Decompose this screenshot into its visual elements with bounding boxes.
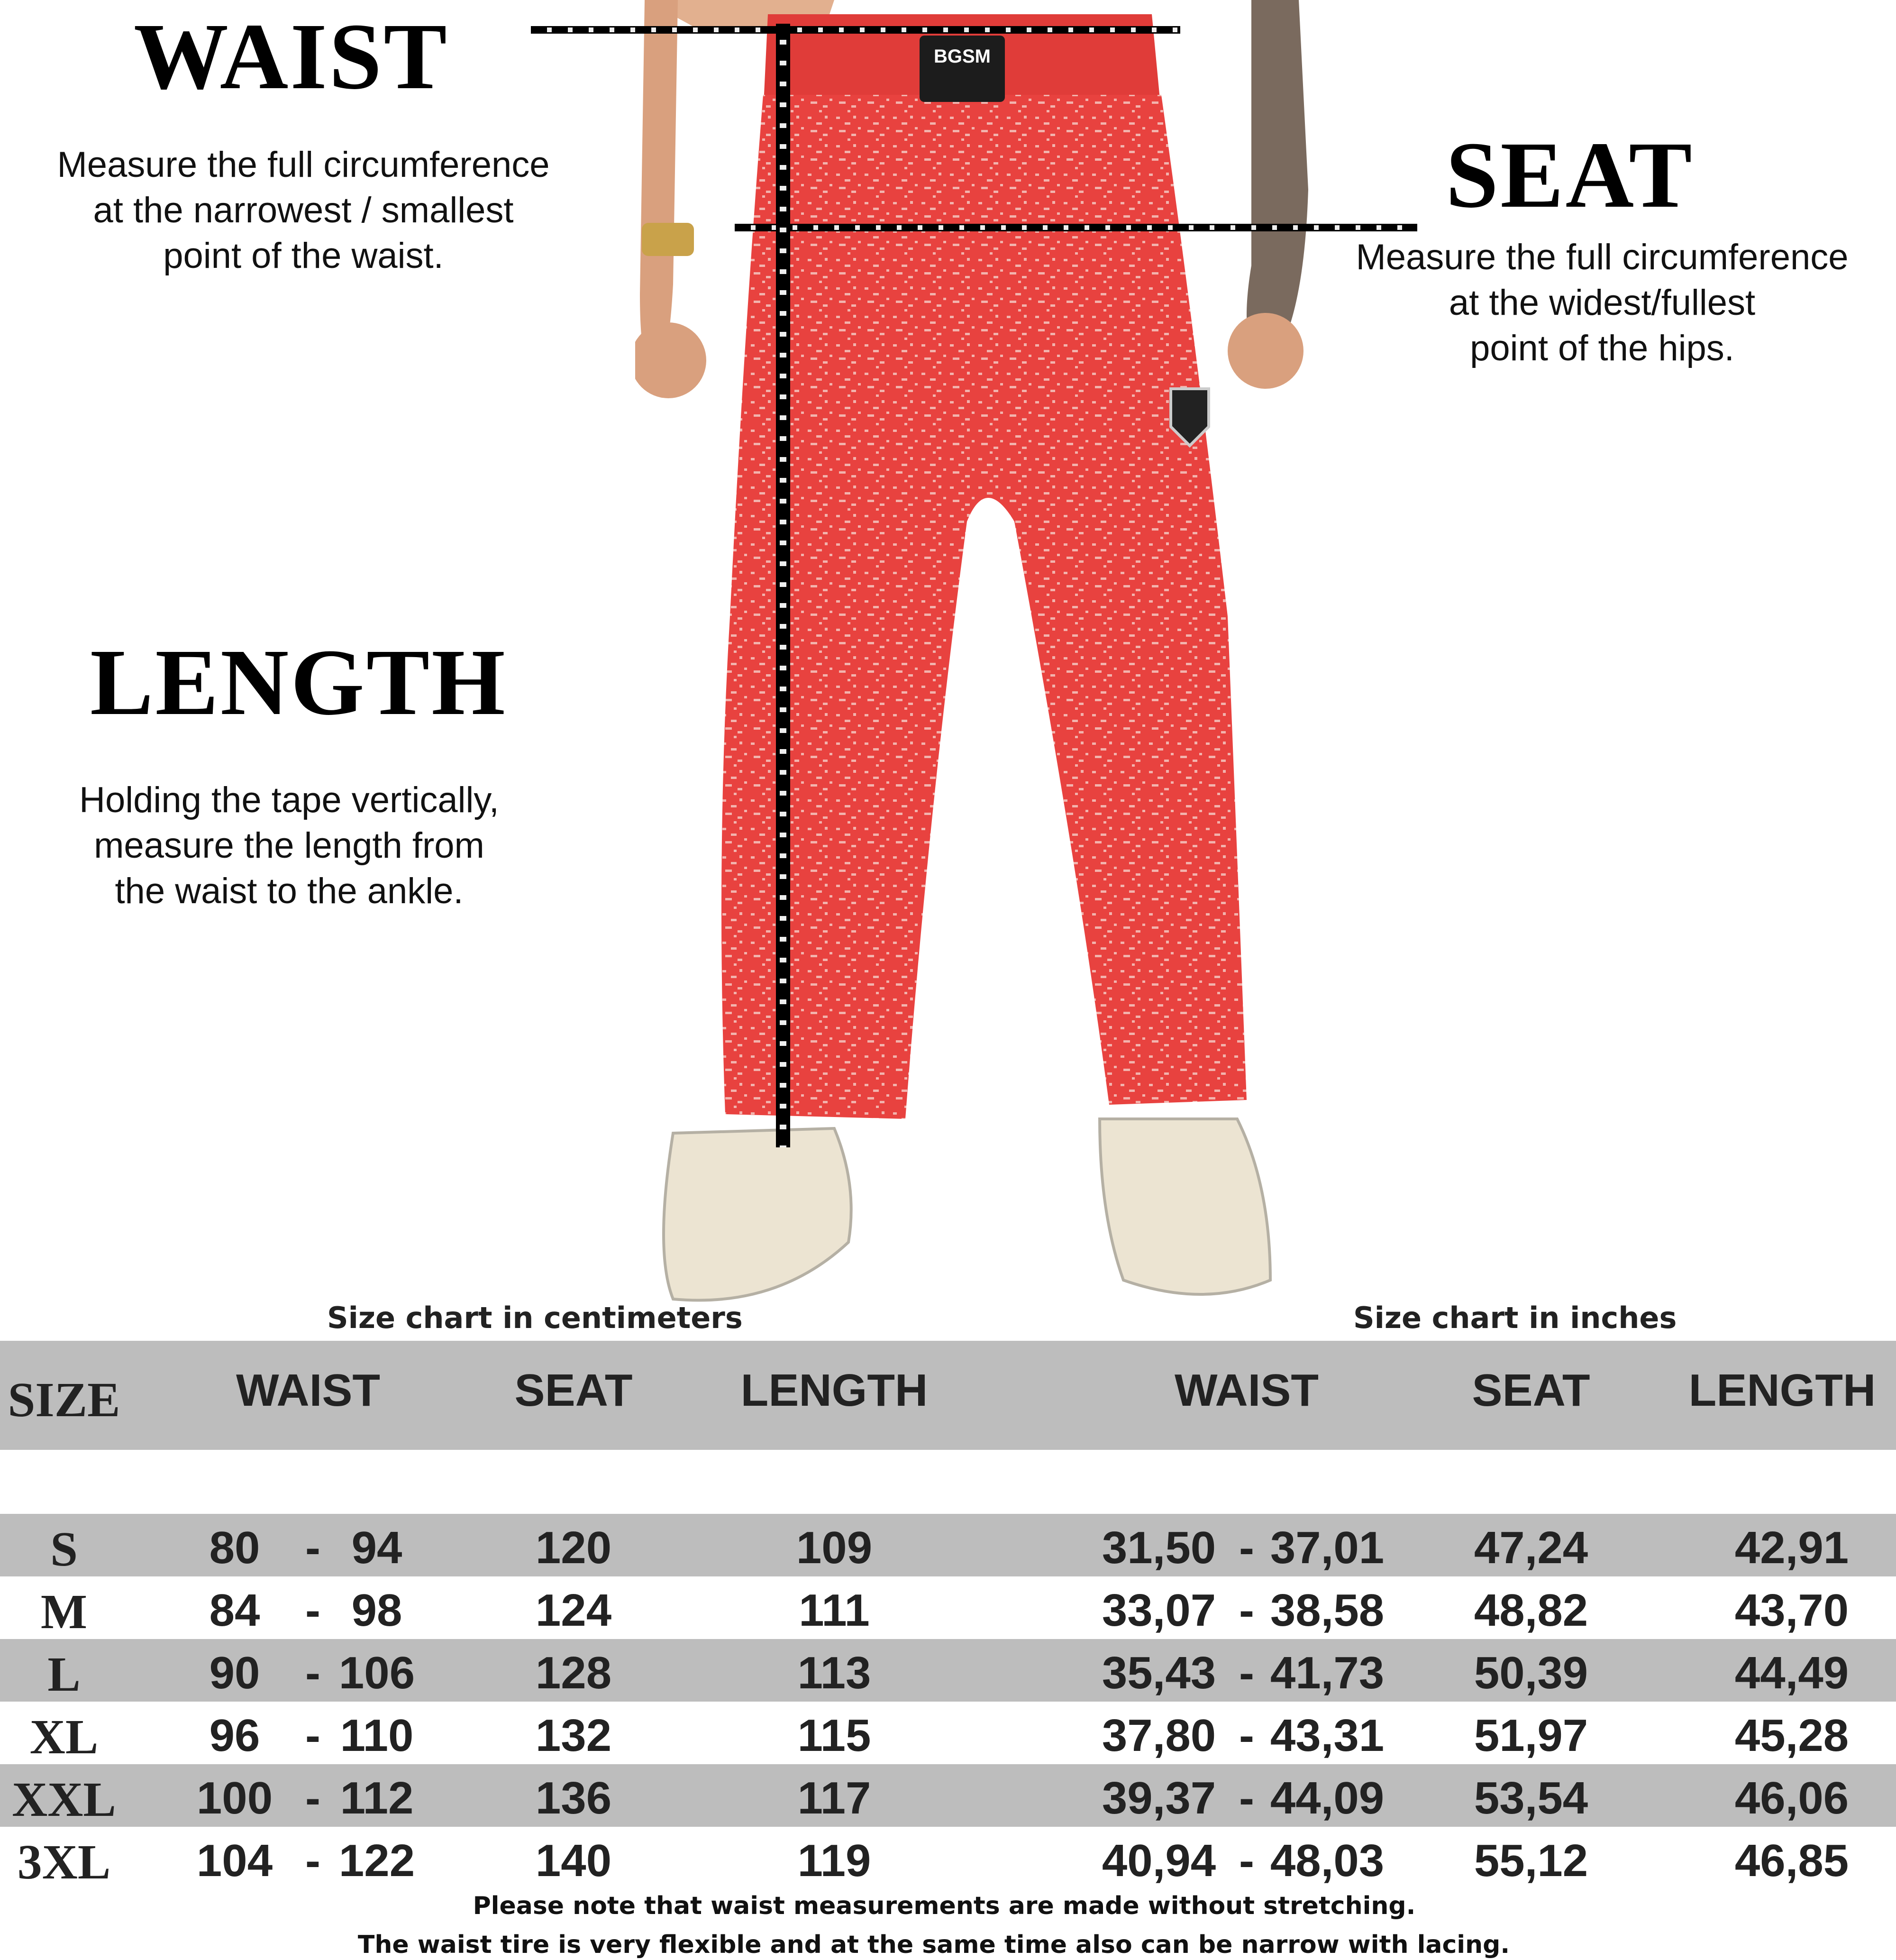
cell-length-cm: 117: [797, 1773, 871, 1823]
waist-description: [9, 142, 597, 279]
cell-waist-in-max: 44,09: [1270, 1773, 1385, 1823]
cell-waist-cm-min: 96: [209, 1710, 260, 1761]
pants-body: [721, 95, 1247, 1119]
cell-length-in: 42,91: [1734, 1522, 1849, 1573]
cell-size: 3XL: [17, 1835, 111, 1889]
cell-waist-cm-sep: -: [305, 1835, 320, 1886]
cell-waist-in-min: 33,07: [1102, 1585, 1216, 1636]
cell-waist-cm-sep: -: [305, 1710, 320, 1761]
cell-waist-cm-min: 90: [209, 1648, 260, 1698]
length-title: LENGTH: [90, 630, 507, 735]
seat-desc-line: Measure the full circumference: [1356, 237, 1849, 277]
cell-waist-cm-max: 106: [338, 1648, 415, 1698]
watch: [642, 223, 694, 256]
seat-title: SEAT: [1446, 123, 1694, 228]
cell-waist-in-max: 38,58: [1270, 1585, 1385, 1636]
cell-waist-cm-min: 100: [196, 1773, 273, 1823]
cell-waist-in-sep: -: [1239, 1585, 1254, 1636]
waist-guide-line: [531, 26, 1180, 34]
cell-waist-cm-min: 80: [209, 1522, 260, 1573]
cell-seat-in: 55,12: [1474, 1835, 1588, 1886]
caption-centimeters: Size chart in centimeters: [327, 1301, 743, 1335]
cell-waist-in-min: 40,94: [1102, 1835, 1216, 1886]
left-arm: [640, 0, 678, 379]
footnote-stretching: Please note that waist measurements are made without stretching.: [473, 1892, 1416, 1920]
cell-length-cm: 115: [797, 1710, 871, 1761]
cell-length-cm: 119: [797, 1835, 871, 1886]
cell-size: M: [40, 1584, 88, 1639]
cell-size: S: [50, 1522, 78, 1576]
cell-waist-in-max: 37,01: [1270, 1522, 1385, 1573]
brand-patch: [920, 36, 1005, 102]
cell-seat-in: 50,39: [1474, 1648, 1588, 1698]
seat-desc-line: at the widest/fullest: [1449, 283, 1756, 323]
cell-length-in: 44,49: [1734, 1648, 1849, 1698]
header-length-in: LENGTH: [1688, 1365, 1876, 1416]
cell-seat-cm: 120: [535, 1522, 612, 1573]
cell-size: XL: [29, 1710, 99, 1764]
header-seat-cm: SEAT: [514, 1365, 633, 1416]
brand-patch-label: BGSM: [934, 46, 991, 67]
cell-waist-in-max: 41,73: [1270, 1648, 1385, 1698]
waist-desc-line: at the narrowest / smallest: [93, 190, 514, 230]
cell-seat-cm: 140: [535, 1835, 612, 1886]
left-hand: [635, 322, 706, 398]
cell-length-in: 46,06: [1734, 1773, 1849, 1823]
cell-waist-in-min: 37,80: [1102, 1710, 1216, 1761]
cell-waist-in-sep: -: [1239, 1835, 1254, 1886]
cell-waist-in-max: 48,03: [1270, 1835, 1385, 1886]
cell-seat-in: 53,54: [1474, 1773, 1588, 1823]
cell-length-in: 43,70: [1734, 1585, 1849, 1636]
cell-seat-cm: 128: [535, 1648, 612, 1698]
waist-desc-line: point of the waist.: [163, 236, 444, 276]
footnote-lacing: The waist tire is very flexible and at the same time also can be narrow with lacing.: [357, 1931, 1510, 1959]
cell-length-cm: 113: [797, 1648, 871, 1698]
cell-length-in: 45,28: [1734, 1710, 1849, 1761]
cell-waist-cm-sep: -: [305, 1522, 320, 1573]
seat-guide-line: [735, 224, 1417, 231]
cell-seat-in: 47,24: [1474, 1522, 1588, 1573]
cell-waist-cm-max: 94: [351, 1522, 402, 1573]
cell-waist-cm-max: 110: [340, 1710, 414, 1761]
cell-seat-in: 51,97: [1474, 1710, 1588, 1761]
cell-waist-cm-max: 98: [351, 1585, 402, 1636]
right-hand: [1228, 313, 1304, 389]
cell-waist-cm-sep: -: [305, 1648, 320, 1698]
cell-length-cm: 109: [796, 1522, 873, 1573]
cell-size: XXL: [12, 1772, 116, 1827]
cell-waist-in-max: 43,31: [1270, 1710, 1385, 1761]
header-length-cm: LENGTH: [740, 1365, 928, 1416]
header-waist-cm: WAIST: [236, 1365, 380, 1416]
left-sneaker: [664, 1128, 851, 1301]
cell-seat-in: 48,82: [1474, 1585, 1588, 1636]
cell-waist-in-min: 35,43: [1102, 1648, 1216, 1698]
length-description: [19, 778, 559, 914]
cell-seat-cm: 132: [535, 1710, 612, 1761]
cell-length-cm: 111: [799, 1585, 870, 1636]
cell-waist-cm-min: 104: [196, 1835, 273, 1886]
cell-waist-in-sep: -: [1239, 1522, 1254, 1573]
seat-description: [1313, 235, 1891, 371]
waist-desc-line: Measure the full circumference: [57, 145, 550, 185]
cell-seat-cm: 136: [535, 1773, 612, 1823]
length-desc-line: measure the length from: [94, 825, 484, 866]
cell-waist-cm-max: 112: [340, 1773, 414, 1823]
header-seat-in: SEAT: [1472, 1365, 1590, 1416]
header-size: SIZE: [8, 1373, 120, 1427]
cell-waist-in-min: 31,50: [1102, 1522, 1216, 1573]
header-waist-in: WAIST: [1175, 1365, 1319, 1416]
cell-waist-in-sep: -: [1239, 1710, 1254, 1761]
cell-waist-in-min: 39,37: [1102, 1773, 1216, 1823]
right-sneaker: [1100, 1119, 1270, 1294]
waist-title: WAIST: [134, 4, 449, 109]
caption-inches: Size chart in inches: [1353, 1301, 1677, 1335]
cell-waist-cm-max: 122: [338, 1835, 415, 1886]
cell-waist-in-sep: -: [1239, 1773, 1254, 1823]
cell-seat-cm: 124: [535, 1585, 612, 1636]
length-desc-line: the waist to the ankle.: [115, 871, 464, 911]
length-guide-line: [776, 24, 790, 1147]
pants-product-photo: [635, 0, 1356, 1309]
cell-waist-cm-sep: -: [305, 1773, 320, 1823]
cell-waist-cm-min: 84: [209, 1585, 260, 1636]
cell-waist-in-sep: -: [1239, 1648, 1254, 1698]
cell-length-in: 46,85: [1734, 1835, 1849, 1886]
length-desc-line: Holding the tape vertically,: [79, 780, 499, 820]
cell-size: L: [47, 1647, 81, 1702]
cell-waist-cm-sep: -: [305, 1585, 320, 1636]
seat-desc-line: point of the hips.: [1470, 328, 1734, 368]
